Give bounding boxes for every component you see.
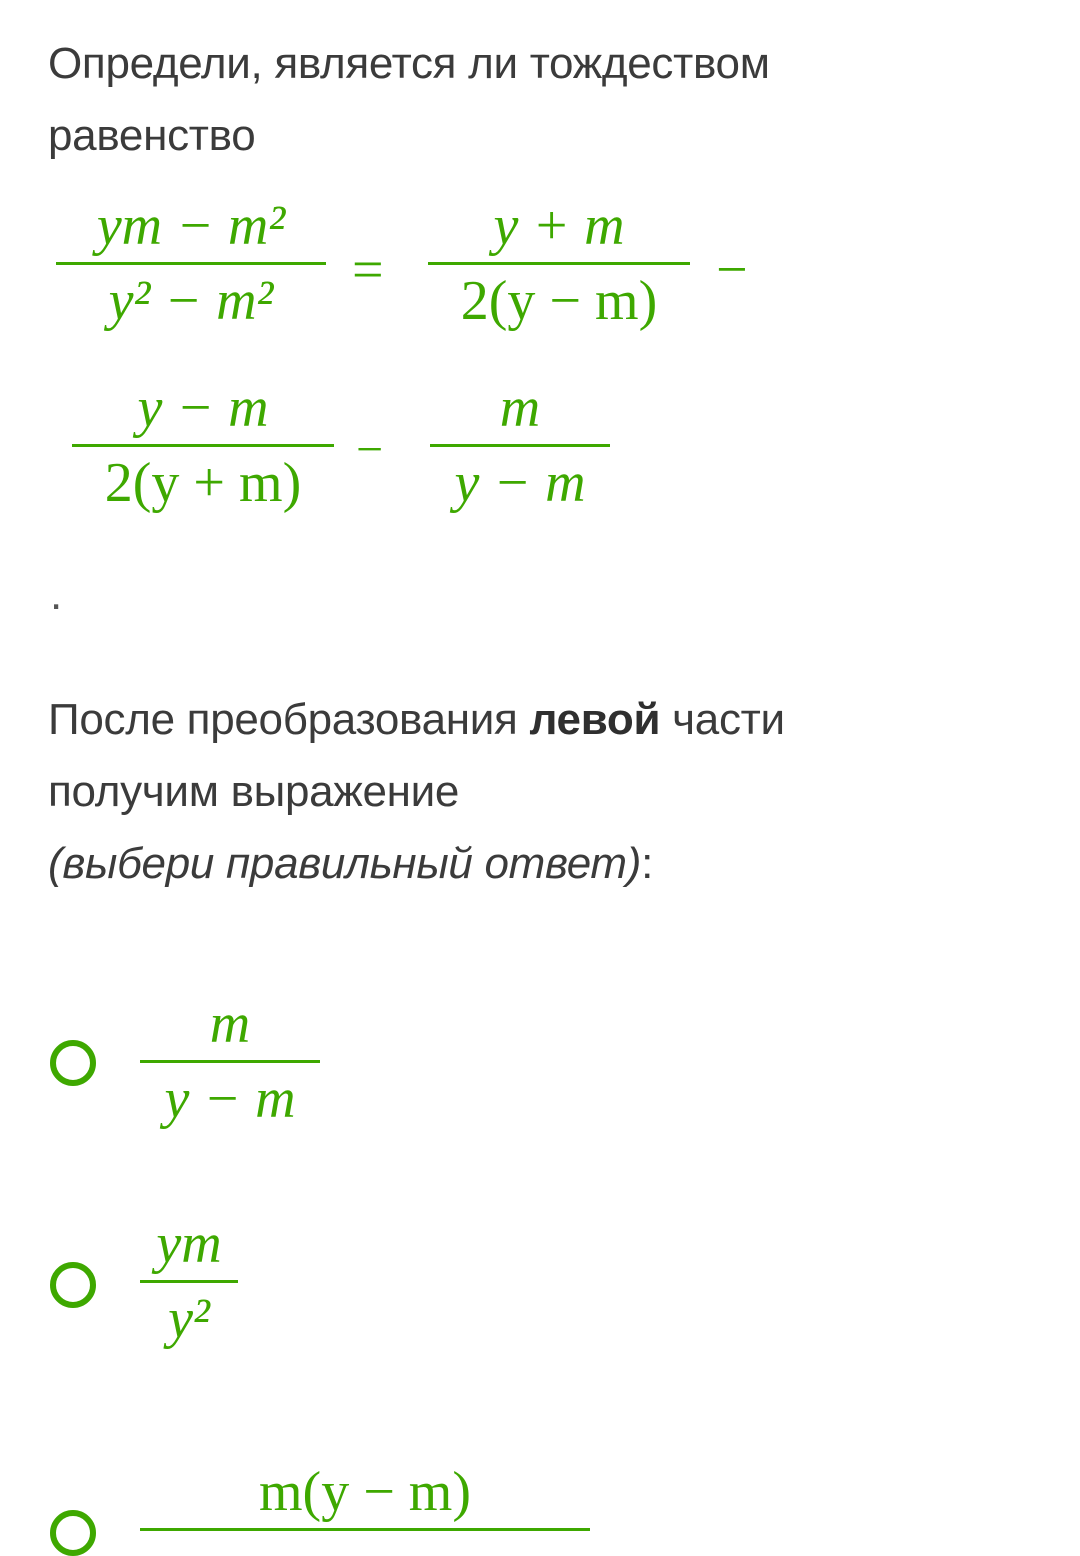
option-1-fraction[interactable] — [140, 994, 320, 1129]
term2-denominator: 2(y + m) — [104, 452, 302, 514]
term1-denominator: 2(y − m) — [460, 270, 658, 332]
fraction-bar — [430, 444, 610, 447]
option-1-radio[interactable] — [50, 1040, 96, 1086]
instruction-part-1: После преобразования — [48, 695, 530, 744]
fraction-bar — [140, 1280, 238, 1283]
instruction-colon: : — [641, 839, 654, 888]
instruction-line-1 — [48, 684, 785, 756]
question-line-1: Определи, является ли тождеством — [48, 39, 770, 88]
instruction-bold: левой — [529, 695, 661, 744]
fraction-bar — [72, 444, 334, 447]
option-2-numerator: ym — [156, 1213, 222, 1275]
instruction-part-2: части — [660, 695, 785, 744]
term2-numerator: y − m — [137, 377, 269, 439]
trailing-dot: . — [50, 570, 63, 619]
equals-sign: = — [352, 239, 384, 301]
option-2-fraction[interactable] — [140, 1214, 238, 1349]
term2-fraction — [72, 378, 334, 513]
instruction-line-2: получим выражение — [48, 767, 460, 816]
fraction-bar — [428, 262, 690, 265]
option-2-denominator: y² — [168, 1288, 210, 1350]
term1-numerator: y + m — [493, 195, 625, 257]
term3-numerator: m — [499, 377, 541, 439]
fraction-bar — [56, 262, 326, 265]
lhs-numerator: ym − m² — [96, 195, 286, 257]
instruction-hint-line — [48, 828, 653, 900]
term3-fraction — [430, 378, 610, 513]
option-3-numerator: m(y − m) — [259, 1461, 471, 1523]
fraction-bar — [140, 1060, 320, 1063]
option-3-fraction[interactable] — [140, 1462, 590, 1537]
option-1-denominator: y − m — [164, 1068, 296, 1130]
option-3-radio[interactable] — [50, 1510, 96, 1556]
option-2-radio[interactable] — [50, 1262, 96, 1308]
lhs-denominator: y² − m² — [108, 270, 274, 332]
question-line-2: равенство — [48, 111, 256, 160]
term1-fraction — [428, 196, 690, 331]
minus-sign-1: − — [716, 239, 748, 301]
term3-denominator: y − m — [454, 452, 586, 514]
fraction-bar — [140, 1528, 590, 1531]
lhs-fraction — [56, 196, 326, 331]
instruction-hint: (выбери правильный ответ) — [48, 839, 642, 888]
option-1-numerator: m — [209, 993, 251, 1055]
minus-sign-2: − — [356, 423, 384, 476]
